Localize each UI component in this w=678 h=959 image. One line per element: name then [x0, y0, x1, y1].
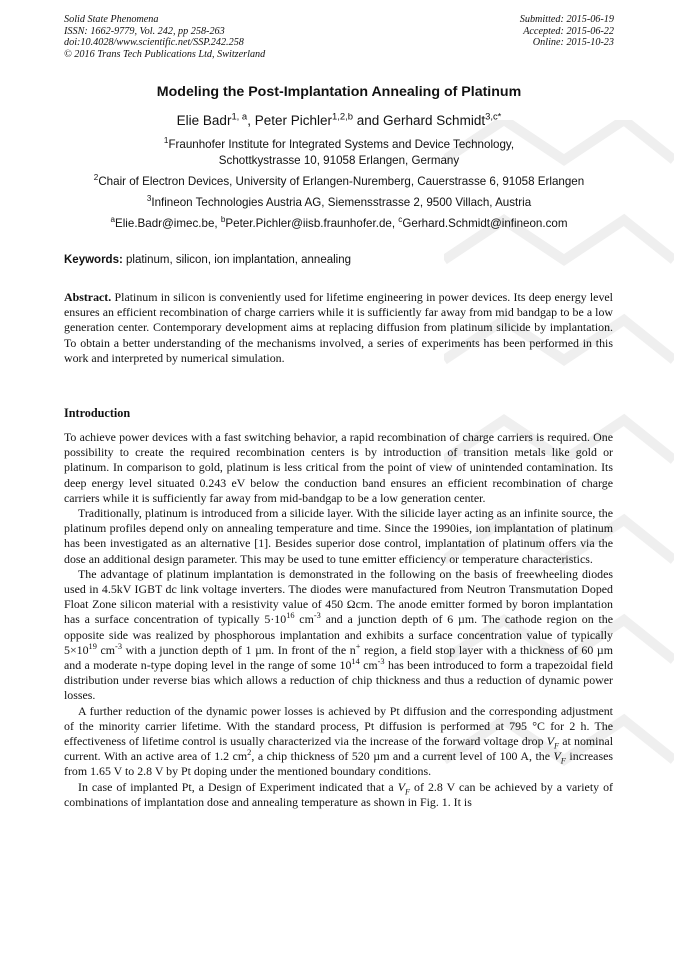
email-separator: , [214, 217, 221, 230]
issn: ISSN: 1662-9779, Vol. 242, pp 258-263 [64, 25, 225, 37]
email-mark: a [110, 215, 115, 225]
email-link[interactable]: Peter.Pichler@iisb.fraunhofer.de [225, 217, 392, 230]
affil-number: 1 [163, 136, 169, 146]
affil-text: Chair of Electron Devices, University of Erlangen-Nuremberg, Cauerstrasse 6, 91058 Erlangen [98, 175, 585, 188]
email-link[interactable]: Elie.Badr@imec.be [115, 217, 215, 230]
affiliation-2 [0, 174, 678, 190]
abstract [64, 290, 613, 366]
author-affil-mark: 1,2,b [332, 111, 353, 123]
abstract-label: Abstract. [64, 290, 112, 304]
paragraph: In case of implanted Pt, a Design of Experiment indicated that a $V_F$ of 2.8 V can be achieved by a variety of combinations of implantation dose and annealing temperature as shown in Fig. 1. It is [64, 779, 613, 809]
author-separator: and [353, 113, 384, 128]
affiliation-1 [0, 137, 678, 169]
author-name: Peter Pichler [254, 113, 332, 128]
section-heading-introduction: Introduction [64, 406, 131, 420]
affil-text: Schottkystrasse 10, 91058 Erlangen, Germany [218, 154, 460, 167]
affil-number: 2 [93, 173, 99, 183]
affil-text: Fraunhofer Institute for Integrated Systems and Device Technology, [168, 138, 515, 151]
abstract-text: Platinum in silicon is conveniently used for lifetime engineering in power devices. Its deep energy level ensures an efficient recombination of charge carriers while it is sufficiently far away from mid bandgap to be a low generation center. Contemporary development aims at replacing diffusion from platinum silicide by implantation. To obtain a better understanding of the mechanisms involved, a series of experiments has been performed in this work and interpreted by numerical simulation. [64, 290, 613, 365]
keywords-list: platinum, silicon, ion implantation, annealing [126, 254, 352, 266]
affiliation-3 [0, 195, 678, 211]
introduction-body [64, 430, 613, 810]
email-separator: , [391, 217, 399, 230]
paragraph: The advantage of platinum implantation is demonstrated in the following on the basis of freewheeling diodes used in 4.5kV IGBT dc link voltage inverters. The diodes were manufactured from Neutron Transmutation Doped Float Zone silicon material with a resistivity value of 450 Ωcm. The anode emitter formed by boron implantation has a surface concentration of typically $5\cdot 10^{16}$ $cm^{-3}$ and a junction depth of 6 µm. The cathode region on the opposite side was realized by phosphorous implantation and exhibits a surface concentration value of typically $5\times 10^{19}$ $cm^{-3}$ with a junction depth of 1 µm. In front of the n+ region, a field stop layer with a thickness of 60 µm and a moderate n-type doping level in the range of some $10^{14}$ $cm^{-3}$ has been introduced to form a trapezoidal field distribution under reverse bias which allows a reduction of chip thickness and thus a reduction of dynamic power losses. [64, 566, 614, 703]
affil-number: 3 [146, 194, 152, 204]
affil-text: Infineon Technologies Austria AG, Siemensstrasse 2, 9500 Villach, Austria [151, 196, 532, 209]
author-affil-mark: 1, a [231, 111, 248, 123]
author-name: Gerhard Schmidt [383, 113, 486, 128]
keywords-label: Keywords: [64, 254, 123, 266]
email-mark: b [220, 215, 226, 225]
email-mark: c [398, 215, 403, 225]
online-date: Online: 2015-10-23 [532, 37, 614, 49]
email-list [0, 216, 678, 232]
journal-name: Solid State Phenomena [64, 14, 159, 25]
doi: doi:10.4028/www.scientific.net/SSP.242.258 [64, 37, 244, 49]
publication-dates [520, 14, 614, 49]
paper-title: Modeling the Post-Implantation Annealing of Platinum [156, 84, 522, 100]
keywords [64, 254, 624, 266]
email-link[interactable]: Gerhard.Schmidt@infineon.com [402, 217, 568, 230]
author-name: Elie Badr [176, 113, 232, 128]
journal-info [64, 14, 265, 60]
author-separator: , [247, 113, 255, 128]
accepted-date: Accepted: 2015-06-22 [523, 25, 614, 37]
paragraph: To achieve power devices with a fast switching behavior, a rapid recombination of charge carriers is required. One possibility to create the required recombination centers is by introduction of transition metals like gold or platinum. In comparison to gold, platinum is less critical from the point of view of unintended contamination. Its deep energy level situated 0.243 eV below the conduction band ensures an efficient recombination of charge carriers while it is sufficiently far away from mid-bandgap to be a low generation center. [64, 430, 613, 505]
author-affil-mark: 3,c* [485, 111, 502, 123]
author-list [0, 113, 678, 128]
paragraph: Traditionally, platinum is introduced from a silicide layer. With the silicide layer acting as an infinite source, the platinum profiles depend only on annealing temperature and time. Since the 1990ies, ion implantation of platinum has been investigated as an alternative [1]. Besides superior dose control, implantation of platinum offers via the dose an additional design parameter. This may be used to tune emitter efficiency or temperature characteristics. [64, 506, 613, 566]
copyright: © 2016 Trans Tech Publications Ltd, Switzerland [64, 48, 266, 60]
submitted-date: Submitted: 2015-06-19 [519, 14, 614, 25]
paragraph: A further reduction of the dynamic power losses is achieved by Pt diffusion and the corresponding adjustment of the minority carrier lifetime. With the standard process, Pt diffusion is performed at 795 °C for 2 h. The effectiveness of lifetime control is usually characterized via the increase of the forward voltage drop $V_F$ at nominal current. With an active area of 1.2 $cm^2$, a chip thickness of 520 µm and a current level of 100 A, the $V_F$ increases from 1.65 V to 2.8 V by Pt doping under the mentioned boundary conditions. [64, 703, 614, 779]
